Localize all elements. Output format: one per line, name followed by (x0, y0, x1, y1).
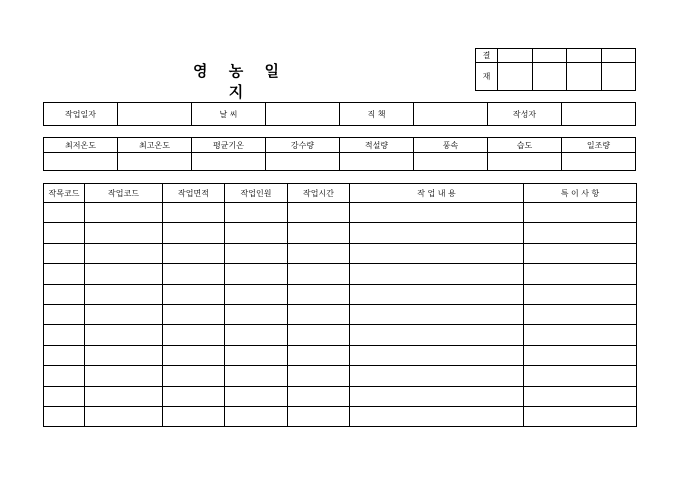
table-cell[interactable] (288, 304, 350, 324)
table-cell[interactable] (288, 284, 350, 304)
table-cell[interactable] (288, 223, 350, 243)
table-cell[interactable] (163, 345, 225, 365)
work-date-field[interactable] (118, 103, 192, 126)
table-cell[interactable] (524, 325, 637, 345)
table-row (44, 203, 637, 223)
work-header: 작업인원 (225, 184, 288, 203)
position-label: 직 책 (340, 103, 414, 126)
weather-header: 강수량 (266, 138, 340, 153)
table-cell[interactable] (225, 264, 288, 284)
table-cell[interactable] (225, 345, 288, 365)
table-cell[interactable] (163, 386, 225, 406)
table-cell[interactable] (85, 264, 163, 284)
table-cell[interactable] (350, 406, 524, 426)
work-header: 특 이 사 항 (524, 184, 637, 203)
table-cell[interactable] (225, 366, 288, 386)
work-header: 작업면적 (163, 184, 225, 203)
table-row (44, 264, 637, 284)
weather-header: 풍속 (414, 138, 488, 153)
table-cell[interactable] (225, 386, 288, 406)
table-cell[interactable] (524, 203, 637, 223)
weather-header: 적설량 (340, 138, 414, 153)
table-cell[interactable] (524, 264, 637, 284)
table-cell[interactable] (85, 284, 163, 304)
table-cell[interactable] (85, 203, 163, 223)
table-cell[interactable] (163, 284, 225, 304)
table-cell[interactable] (163, 366, 225, 386)
table-cell[interactable] (288, 386, 350, 406)
table-row (44, 243, 637, 263)
weather-field[interactable] (118, 153, 192, 171)
weather-field[interactable] (488, 153, 562, 171)
table-cell[interactable] (85, 345, 163, 365)
work-log-table (43, 183, 637, 427)
weather-header: 평균기온 (192, 138, 266, 153)
weather-table (43, 137, 636, 171)
table-cell[interactable] (350, 325, 524, 345)
approval-cell[interactable] (601, 49, 636, 63)
table-cell[interactable] (288, 203, 350, 223)
weather-header: 일조량 (562, 138, 636, 153)
table-cell[interactable] (524, 366, 637, 386)
table-cell[interactable] (44, 203, 85, 223)
writer-label: 작성자 (488, 103, 562, 126)
table-row (44, 284, 637, 304)
table-cell[interactable] (524, 304, 637, 324)
table-cell[interactable] (524, 284, 637, 304)
table-cell[interactable] (350, 264, 524, 284)
table-cell[interactable] (524, 386, 637, 406)
table-cell[interactable] (288, 345, 350, 365)
table-cell[interactable] (225, 203, 288, 223)
table-row (44, 386, 637, 406)
weather-field[interactable] (192, 153, 266, 171)
table-cell[interactable] (85, 304, 163, 324)
table-cell[interactable] (350, 243, 524, 263)
approval-cell[interactable] (532, 49, 567, 63)
table-row (44, 406, 637, 426)
table-cell[interactable] (350, 223, 524, 243)
table-cell[interactable] (44, 325, 85, 345)
approval-cell[interactable] (567, 63, 602, 91)
table-cell[interactable] (288, 325, 350, 345)
table-cell[interactable] (288, 406, 350, 426)
weather-field[interactable] (414, 153, 488, 171)
approval-cell[interactable] (601, 63, 636, 91)
table-cell[interactable] (225, 406, 288, 426)
table-cell[interactable] (524, 406, 637, 426)
table-cell[interactable] (225, 284, 288, 304)
table-cell[interactable] (225, 223, 288, 243)
page-title: 영 농 일 지 (193, 62, 287, 101)
table-cell[interactable] (288, 366, 350, 386)
work-date-label: 작업일자 (44, 103, 118, 126)
table-cell[interactable] (350, 304, 524, 324)
table-cell[interactable] (225, 304, 288, 324)
weather-header: 최고온도 (118, 138, 192, 153)
table-cell[interactable] (288, 264, 350, 284)
table-cell[interactable] (350, 345, 524, 365)
weather-field[interactable] (340, 153, 414, 171)
info-table (43, 102, 636, 126)
table-cell[interactable] (225, 325, 288, 345)
table-row (44, 304, 637, 324)
table-cell[interactable] (85, 325, 163, 345)
table-cell[interactable] (350, 203, 524, 223)
position-field[interactable] (414, 103, 488, 126)
table-cell[interactable] (350, 386, 524, 406)
table-row (44, 366, 637, 386)
table-row (44, 325, 637, 345)
table-cell[interactable] (44, 284, 85, 304)
table-cell[interactable] (44, 406, 85, 426)
table-cell[interactable] (44, 264, 85, 284)
weather-header: 최저온도 (44, 138, 118, 153)
weather-field[interactable] (266, 153, 340, 171)
work-header: 작 업 내 용 (350, 184, 524, 203)
work-header: 작업시간 (288, 184, 350, 203)
approval-label-2: 재 (476, 63, 498, 91)
weather-field[interactable] (44, 153, 118, 171)
table-cell[interactable] (163, 223, 225, 243)
table-row (44, 223, 637, 243)
table-cell[interactable] (524, 223, 637, 243)
table-cell[interactable] (44, 386, 85, 406)
approval-cell[interactable] (532, 63, 567, 91)
table-cell[interactable] (44, 243, 85, 263)
weather-header: 습도 (488, 138, 562, 153)
weather-field[interactable] (562, 153, 636, 171)
approval-cell[interactable] (498, 63, 533, 91)
approval-label-1: 결 (476, 49, 498, 63)
table-row (44, 345, 637, 365)
writer-field[interactable] (562, 103, 636, 126)
table-cell[interactable] (163, 243, 225, 263)
table-cell[interactable] (85, 386, 163, 406)
work-header: 작업코드 (85, 184, 163, 203)
table-cell[interactable] (44, 366, 85, 386)
weather-field[interactable] (266, 103, 340, 126)
table-cell[interactable] (85, 406, 163, 426)
table-cell[interactable] (85, 243, 163, 263)
work-header: 작목코드 (44, 184, 85, 203)
table-cell[interactable] (44, 345, 85, 365)
table-cell[interactable] (44, 223, 85, 243)
table-cell[interactable] (225, 243, 288, 263)
table-cell[interactable] (524, 243, 637, 263)
approval-cell[interactable] (567, 49, 602, 63)
table-cell[interactable] (288, 243, 350, 263)
table-cell[interactable] (350, 284, 524, 304)
table-cell[interactable] (163, 264, 225, 284)
table-cell[interactable] (163, 325, 225, 345)
approval-box (475, 48, 636, 91)
table-cell[interactable] (85, 223, 163, 243)
table-cell[interactable] (85, 366, 163, 386)
table-cell[interactable] (163, 203, 225, 223)
table-cell[interactable] (163, 304, 225, 324)
approval-cell[interactable] (498, 49, 533, 63)
table-cell[interactable] (350, 366, 524, 386)
table-cell[interactable] (163, 406, 225, 426)
table-cell[interactable] (524, 345, 637, 365)
weather-label: 날 씨 (192, 103, 266, 126)
table-cell[interactable] (44, 304, 85, 324)
